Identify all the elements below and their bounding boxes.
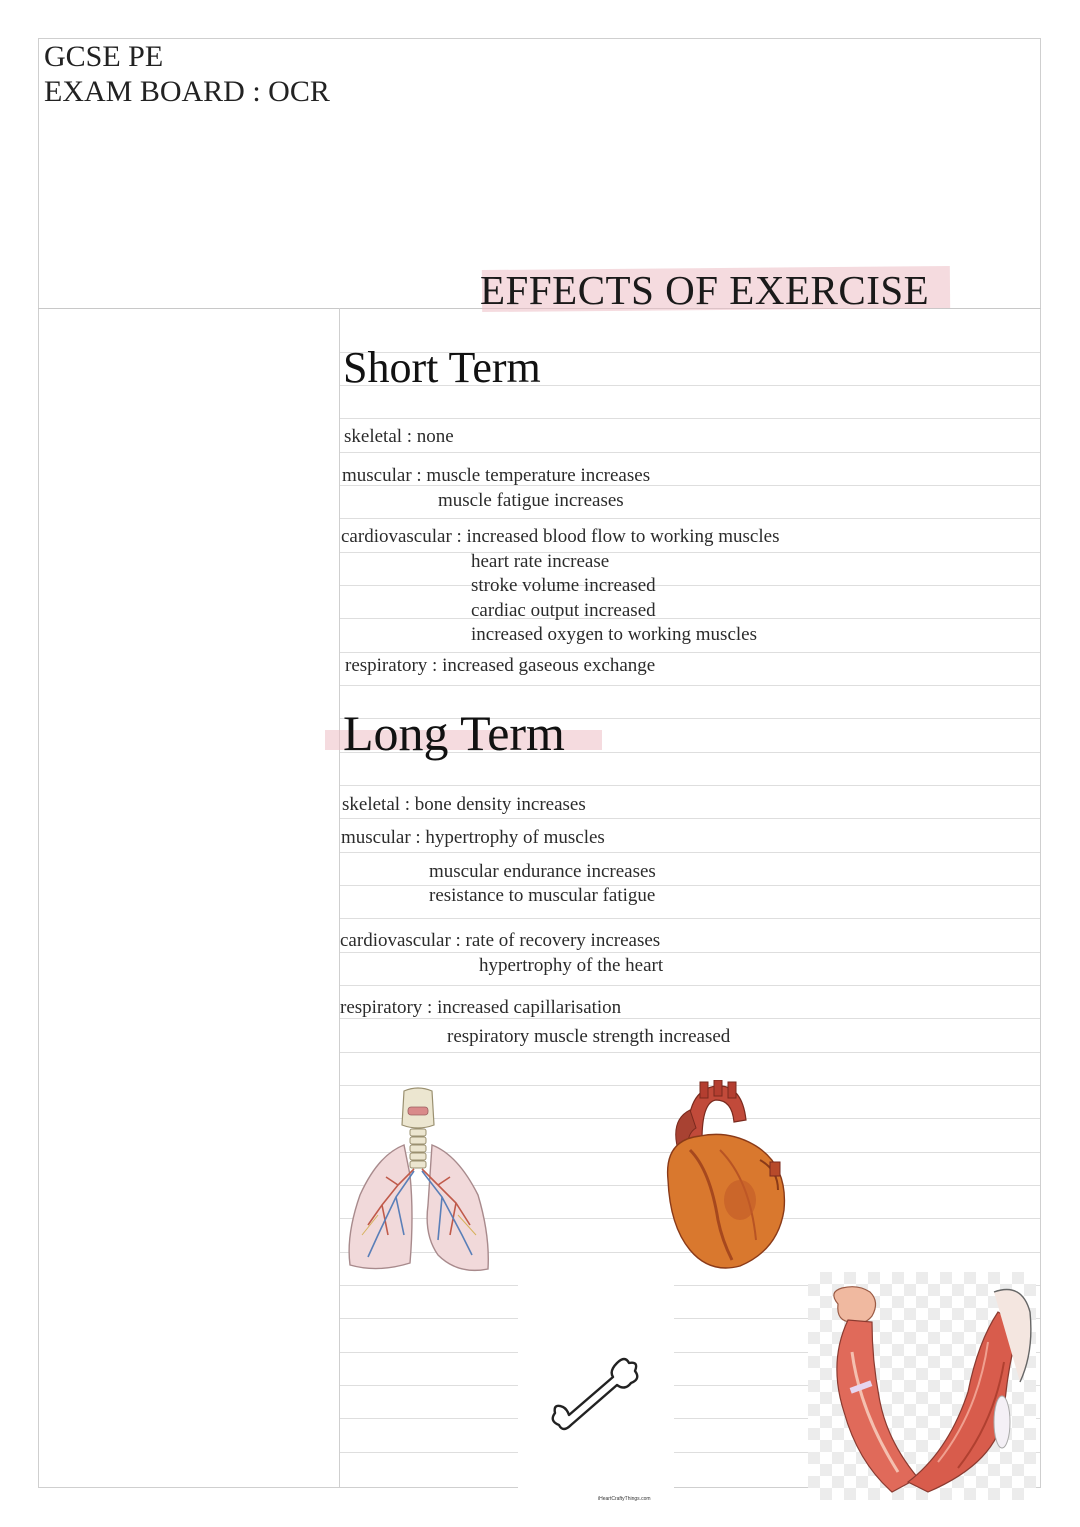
- lungs-illustration: [338, 1085, 498, 1275]
- short-muscular-2: muscle fatigue increases: [438, 490, 624, 511]
- short-respiratory: respiratory : increased gaseous exchange: [345, 655, 656, 676]
- arm-muscle-illustration: [808, 1272, 1036, 1500]
- long-muscular-1: muscular : hypertrophy of muscles: [341, 827, 605, 848]
- short-cardio-1: cardiovascular : increased blood flow to working muscles: [341, 526, 780, 547]
- short-term-heading: Short Term: [343, 343, 541, 392]
- bone-illustration: [545, 1355, 645, 1435]
- long-term-heading: Long Term: [343, 705, 565, 761]
- short-cardio-2: heart rate increase: [471, 551, 610, 572]
- exam-board-label: EXAM BOARD : OCR: [44, 75, 330, 108]
- short-skeletal: skeletal : none: [344, 426, 454, 447]
- short-cardio-3: stroke volume increased: [471, 575, 656, 596]
- subject-label: GCSE PE: [44, 40, 164, 73]
- short-muscular-1: muscular : muscle temperature increases: [342, 465, 651, 486]
- long-respiratory-2: respiratory muscle strength increased: [447, 1026, 731, 1047]
- heart-illustration: [660, 1080, 790, 1270]
- page-title: EFFECTS OF EXERCISE: [480, 267, 930, 313]
- long-muscular-2: muscular endurance increases: [429, 861, 656, 882]
- short-cardio-5: increased oxygen to working muscles: [471, 624, 757, 645]
- long-respiratory-1: respiratory : increased capillarisation: [340, 997, 622, 1018]
- long-cardio-2: hypertrophy of the heart: [479, 955, 664, 976]
- long-cardio-1: cardiovascular : rate of recovery increases: [340, 930, 661, 951]
- image-credit: iHeartCraftyThings.com: [598, 1496, 651, 1502]
- short-cardio-4: cardiac output increased: [471, 600, 656, 621]
- long-muscular-3: resistance to muscular fatigue: [429, 885, 656, 906]
- page-frame: [38, 38, 1041, 1488]
- long-skeletal: skeletal : bone density increases: [342, 794, 586, 815]
